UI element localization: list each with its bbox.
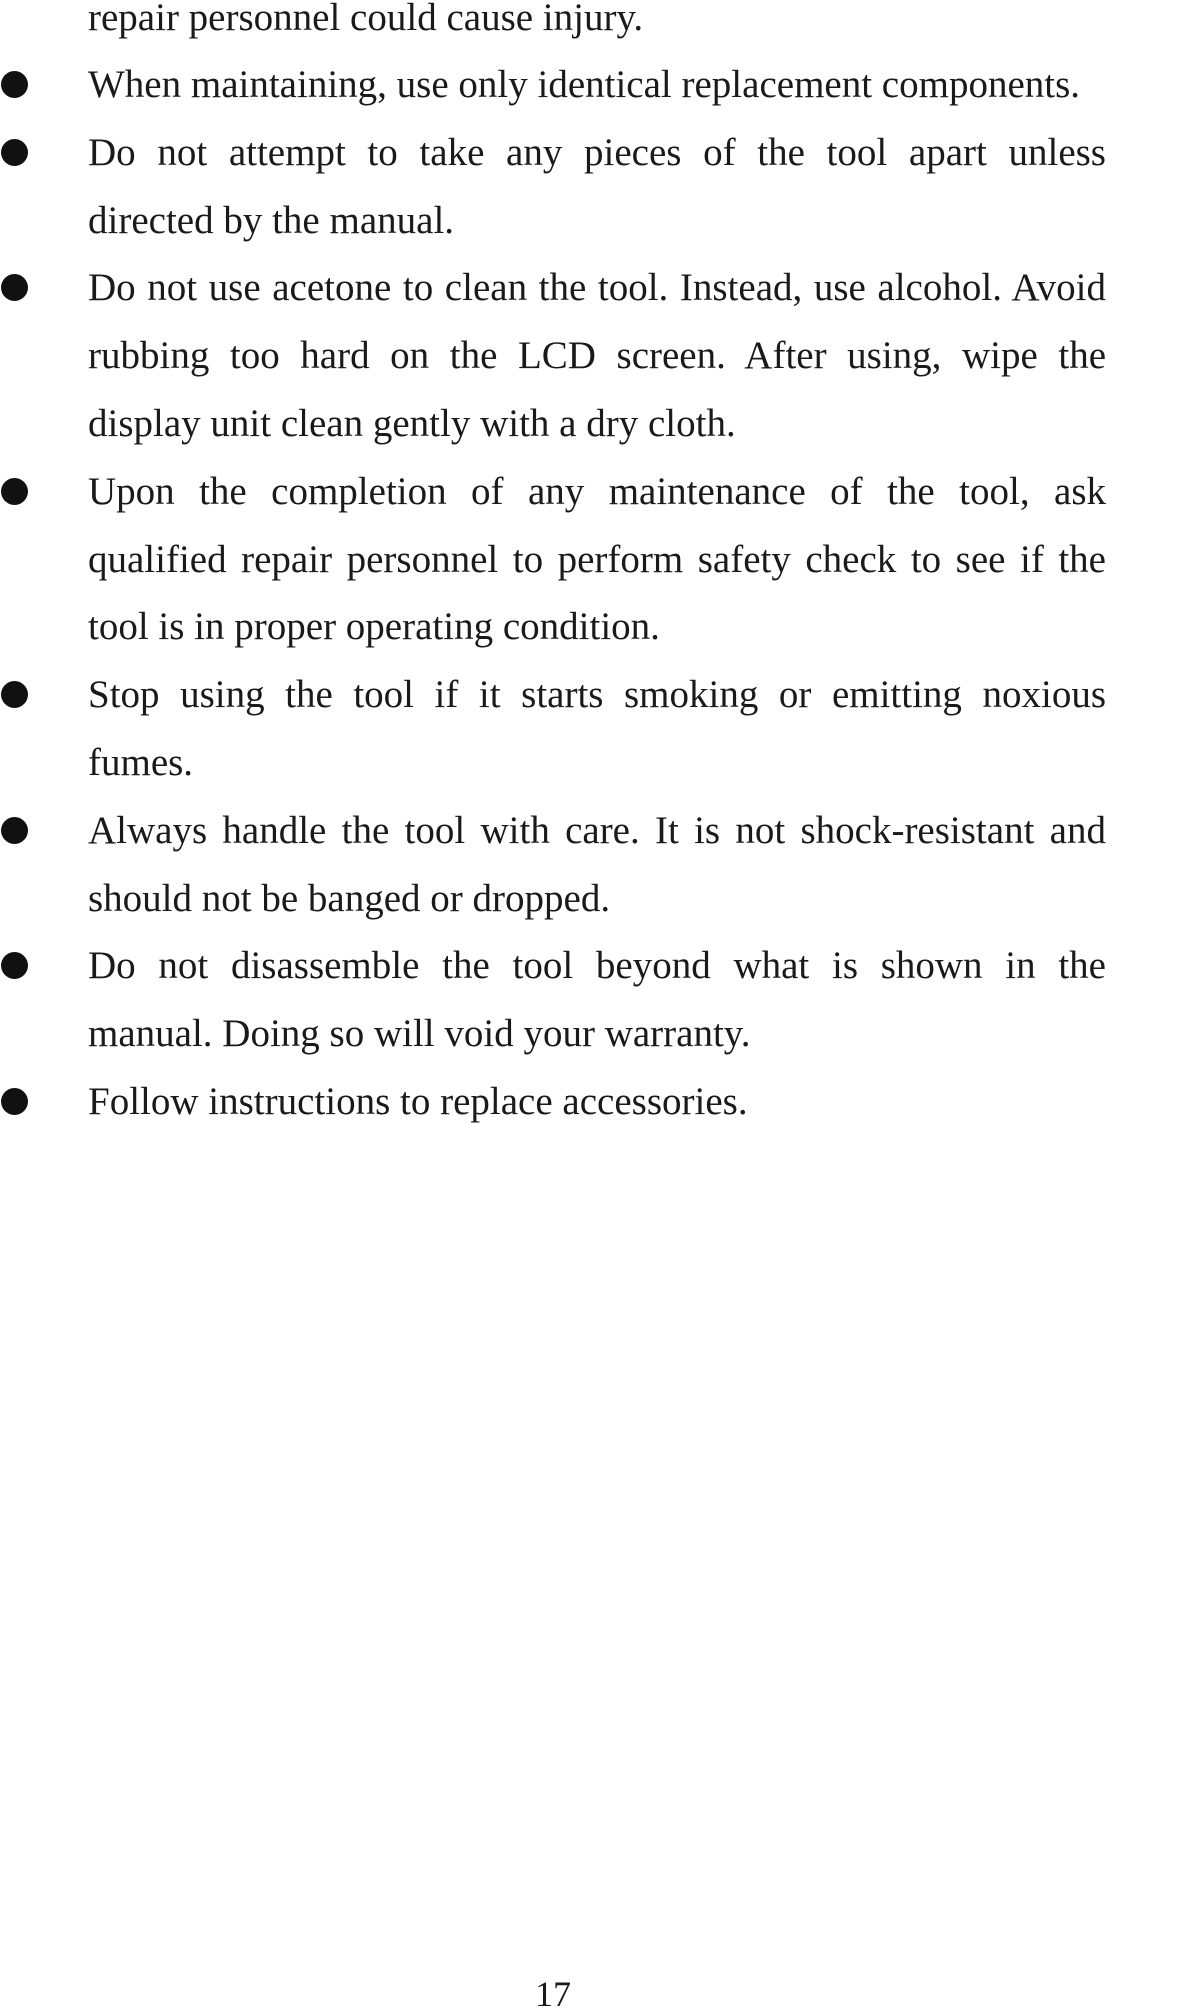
bullet-text: Upon the completion of any maintenance of the tool, ask qualified repair personnel to perform safety check to see if the tool is in proper operating condition. [88,469,1106,649]
page-number: 17 [535,1974,571,2014]
bullet-dot-icon [1,681,28,708]
bullet-text: Do not disassemble the tool beyond what is shown in the manual. Doing so will void your warranty. [88,944,1106,1056]
bullet-dot-icon [1,1088,28,1115]
bullet-text: Always handle the tool with care. It is not shock-resistant and should not be banged or dropped. [88,808,1106,920]
bullet-item [0,458,1106,661]
bullet-item [0,254,1106,457]
bullet-text: Do not use acetone to clean the tool. Instead, use alcohol. Avoid rubbing too hard on the LCD screen. After using, wipe the display unit clean gently with a dry cloth. [88,266,1106,445]
bullet-item [0,1068,1106,1136]
bullet-dot-icon [1,139,28,166]
bullet-item [0,797,1106,933]
bullet-text: Stop using the tool if it starts smoking or emitting noxious fumes. [88,673,1106,784]
bullet-text: When maintaining, use only identical replacement components. [88,63,1081,106]
bullet-text: Follow instructions to replace accessories. [88,1079,748,1123]
bullet-item [0,119,1106,255]
bullet-text: Do not attempt to take any pieces of the tool apart unless directed by the manual. [88,130,1106,242]
bullet-dot-icon [1,274,28,301]
bullet-item [0,51,1106,119]
bullet-dot-icon [1,478,28,505]
continued-text: repair personnel could cause injury. [88,0,644,39]
safety-bullet-list [0,51,1199,1136]
bullet-dot-icon [1,817,28,844]
bullet-item [0,661,1106,797]
bullet-dot-icon [1,952,28,979]
bullet-item [0,932,1106,1068]
bullet-dot-icon [1,71,28,98]
